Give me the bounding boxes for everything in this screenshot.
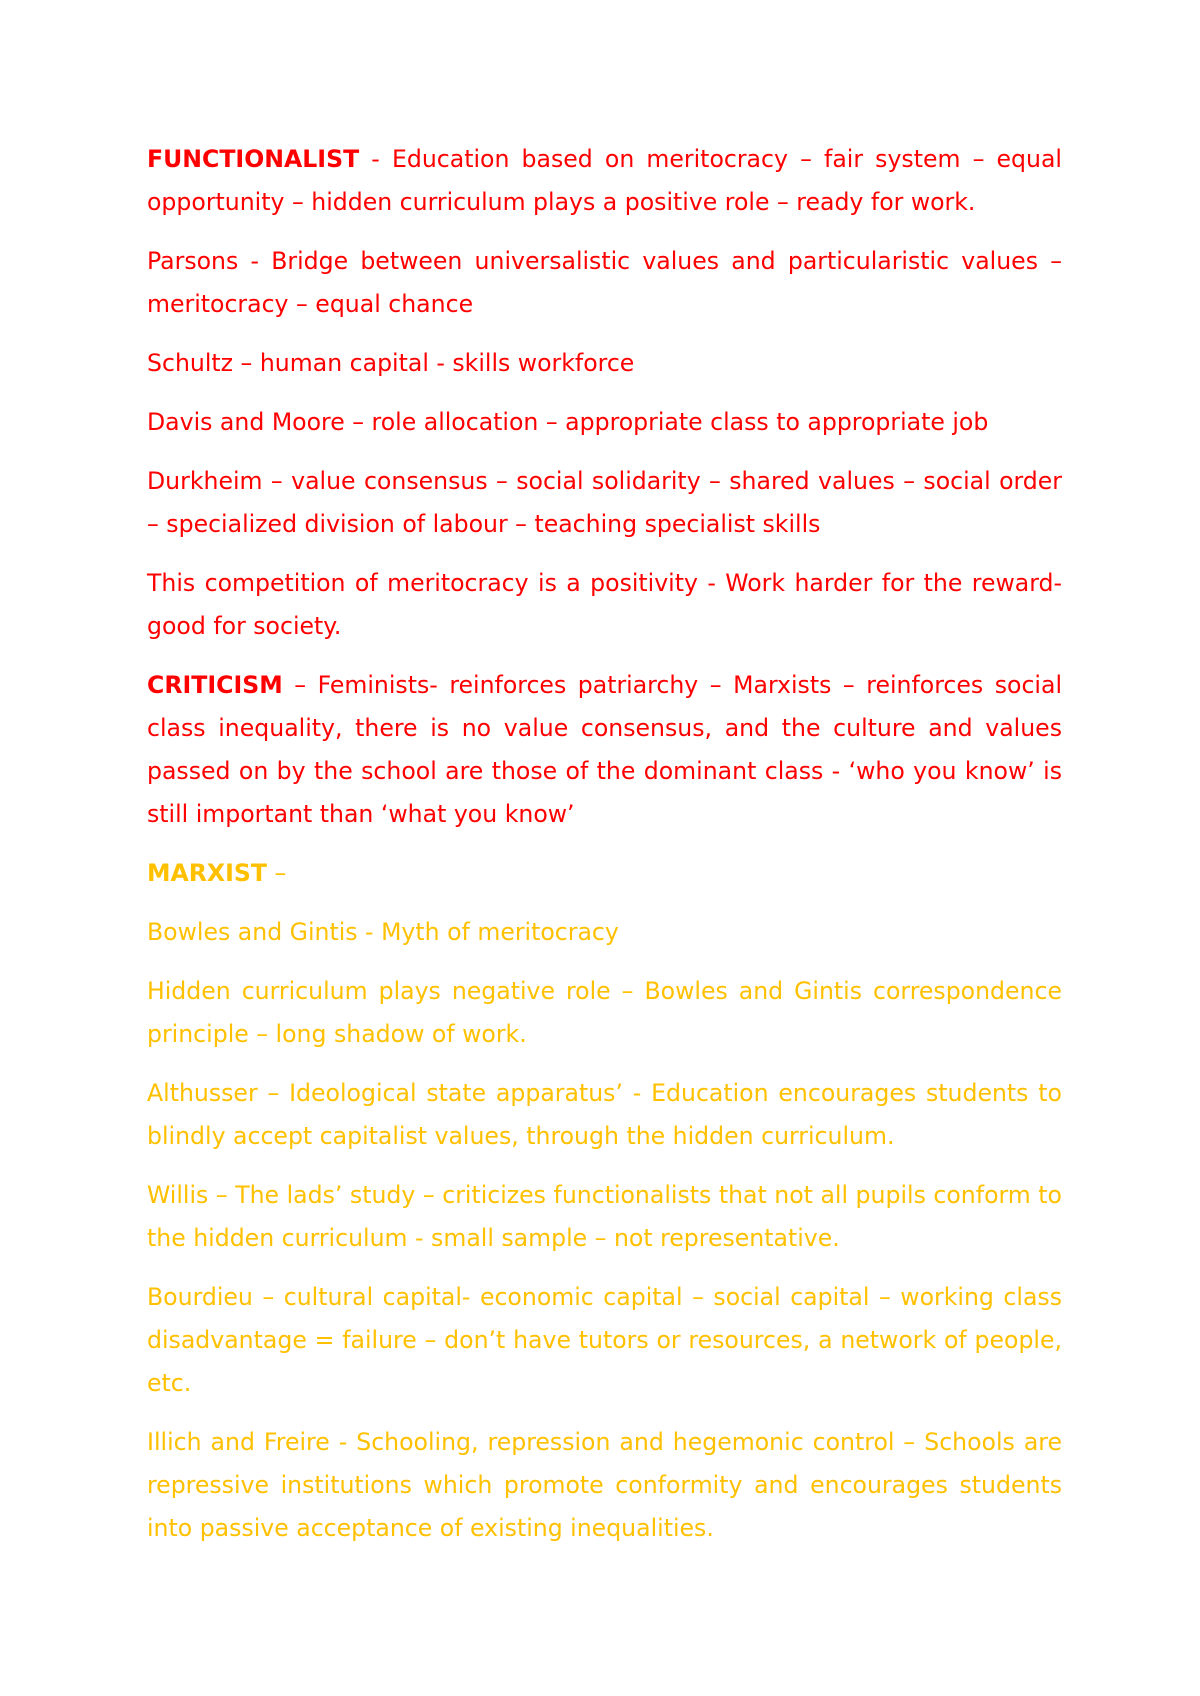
marxist-heading-paragraph bbox=[147, 852, 1062, 895]
bowles-gintis-paragraph: Bowles and Gintis - Myth of meritocracy bbox=[147, 918, 619, 946]
functionalist-heading: FUNCTIONALIST bbox=[147, 145, 360, 173]
hidden-curriculum-paragraph: Hidden curriculum plays negative role – Bowles and Gintis correspondence principle – long shadow of work. bbox=[147, 977, 1062, 1048]
document-page bbox=[147, 138, 1062, 1566]
criticism-text: – Feminists- reinforces patriarchy – Marxists – reinforces social class inequality, there is no value consensus, and the culture and values passed on by the school are those of the dominant class - ‘who you know’ is still important than ‘what you know’ bbox=[147, 671, 1062, 828]
criticism-heading: CRITICISM bbox=[147, 671, 283, 699]
parsons-paragraph: Parsons - Bridge between universalistic values and particularistic values – meritocracy – equal chance bbox=[147, 247, 1062, 318]
bourdieu-paragraph: Bourdieu – cultural capital- economic capital – social capital – working class disadvantage = failure – don’t have tutors or resources, a network of people, etc. bbox=[147, 1283, 1062, 1397]
marxist-heading-dash: – bbox=[266, 859, 287, 887]
althusser-paragraph: Althusser – Ideological state apparatus’ - Education encourages students to blindly accept capitalist values, through the hidden curriculum. bbox=[147, 1079, 1062, 1150]
durkheim-paragraph: Durkheim – value consensus – social solidarity – shared values – social order – specialized division of labour – teaching specialist skills bbox=[147, 467, 1062, 538]
davis-moore-paragraph: Davis and Moore – role allocation – appropriate class to appropriate job bbox=[147, 408, 989, 436]
competition-paragraph: This competition of meritocracy is a positivity - Work harder for the reward- good for society. bbox=[147, 569, 1062, 640]
willis-paragraph: Willis – The lads’ study – criticizes functionalists that not all pupils conform to the hidden curriculum - small sample – not representative. bbox=[147, 1181, 1062, 1252]
functionalist-intro-text: - Education based on meritocracy – fair system – equal opportunity – hidden curriculum plays a positive role – ready for work. bbox=[147, 145, 1062, 216]
criticism-paragraph bbox=[147, 664, 1062, 836]
marxist-heading: MARXIST bbox=[147, 859, 267, 887]
illich-freire-paragraph: Illich and Freire - Schooling, repression and hegemonic control – Schools are repressive institutions which promote conformity and encourages students into passive acceptance of existing inequalities. bbox=[147, 1428, 1062, 1542]
schultz-paragraph: Schultz – human capital - skills workforce bbox=[147, 349, 635, 377]
functionalist-intro-paragraph bbox=[147, 138, 1062, 224]
